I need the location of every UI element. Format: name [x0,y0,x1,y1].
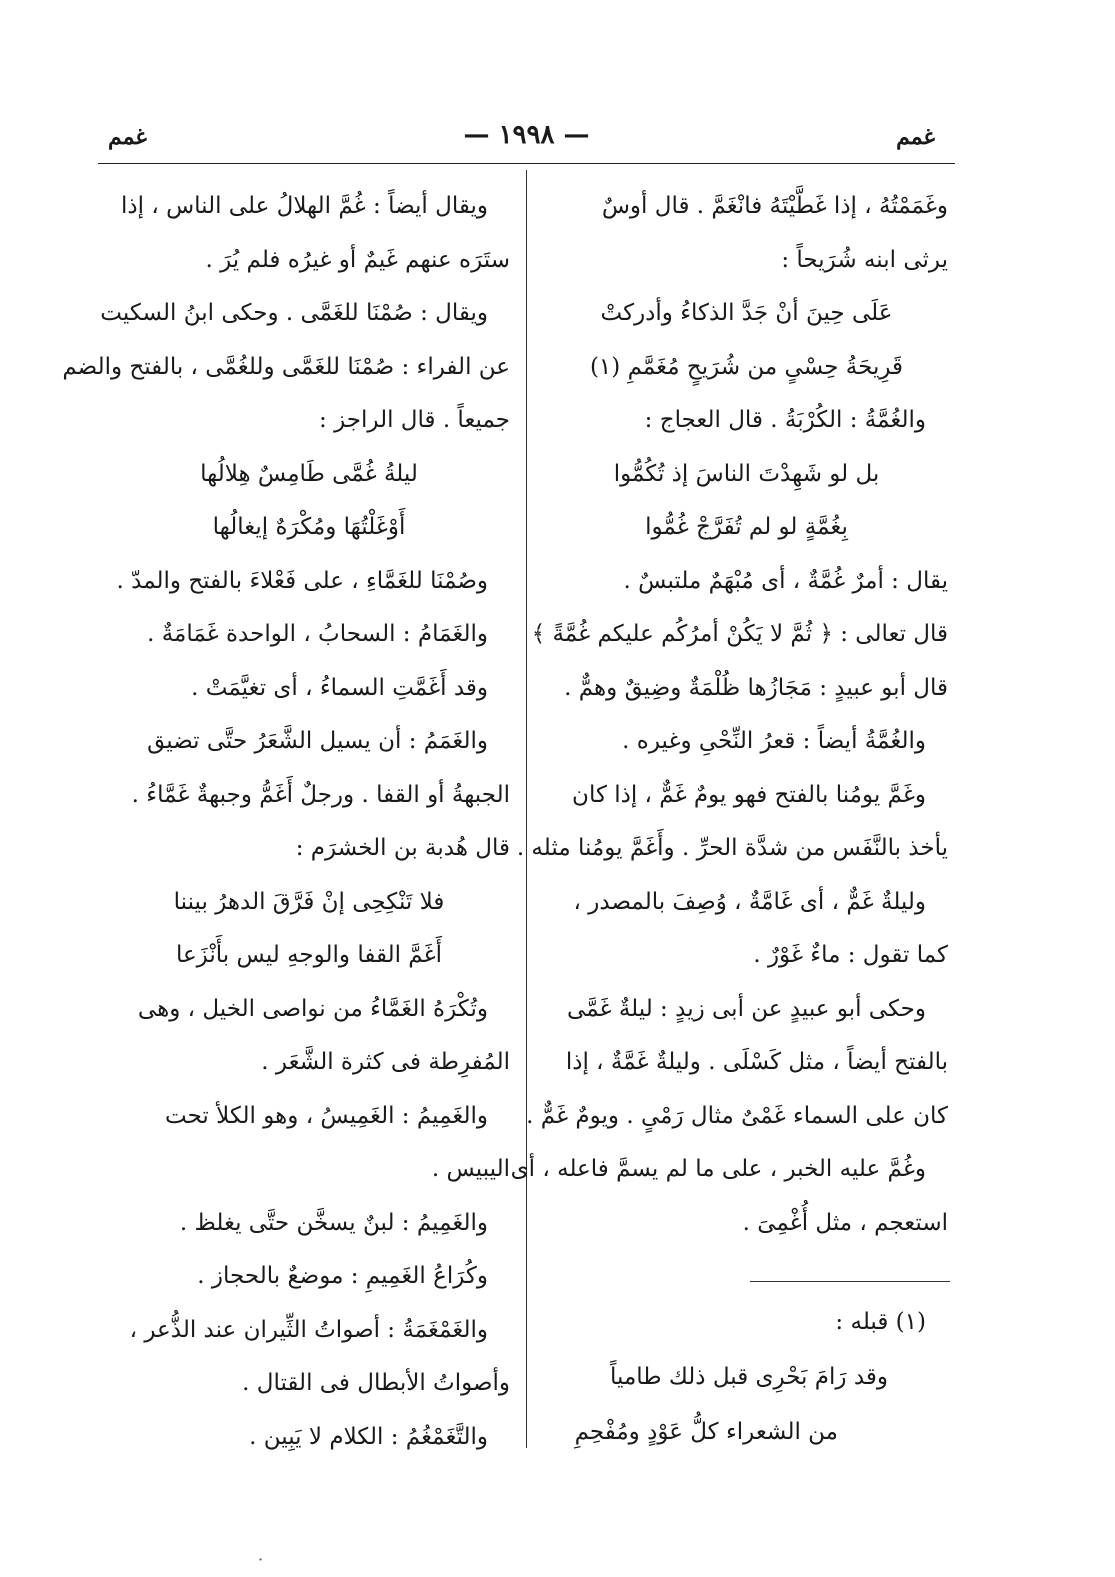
verse-line: أَوْغَلْتُهَا ومُكْرَهٌ إيغالُها [212,514,406,540]
text-line: ستَرَه عنهم غَيمٌ أو غيرُه فلم يُرَ . [205,246,510,273]
verse-line: قَرِيحَةُ حِسْىٍ من شُرَيحٍ مُغَمَّمِ (١) [589,353,904,380]
text-line: وتُكْرَهُ الغَمَّاءُ من نواصى الخيل ، وهى [137,995,488,1022]
text-line: الجبهةُ أو القفا . ورجلٌ أَغَمُّ وجبهةٌ غَمَّاءُ . [131,781,510,808]
text-line: ويقال : صُمْنَا للغَمَّى . وحكى ابنُ السكيت [100,300,488,326]
text-line: استعجم ، مثل أُغْمِىَ . [742,1209,948,1236]
verse-line: بل لو شَهِدْتَ الناسَ إذ تُكُمُّوا [613,460,880,487]
header-rule [98,163,955,164]
text-line: والغُمَّةُ أيضاً : قعرُ النِّحْىِ وغيره . [622,728,926,754]
text-line: المُفرِطة فى كثرة الشَّعَر . [261,1049,510,1075]
print-speck: · [258,1550,264,1569]
footnote-verse: وقد رَامَ بَحْرِى قبل ذلك طامياً [610,1364,888,1390]
text-line: والتَّغَمْغُمُ : الكلام لا يَبِين . [249,1423,488,1450]
verse-line: ليلةُ غُمَّى طَامِسٌ هِلالُها [200,460,418,487]
text-line: وصُمْنَا للغَمَّاءِ ، على فَعْلاءَ بالفتح والمدّ . [116,567,488,594]
page-number: — ١٩٩٨ — [463,120,590,150]
column-divider [526,170,527,1448]
verse-line: بِغُمَّةٍ لو لم تُفَرَّجْ غُمُّوا [645,514,848,540]
footnote-rule [750,1281,950,1282]
text-line: والغَمِيمُ : لبنٌ يسخَّن حتَّى يغلظ . [179,1209,488,1236]
text-line: والغَمِيمُ : الغَمِيسُ ، وهو الكلأ تحت [164,1102,488,1129]
verse-line: أَغَمَّ القفا والوجهِ ليس بأَنْزَعا [175,942,443,968]
page-header [98,118,955,158]
headword-left: غمم [108,124,147,150]
verse-line: فلا تَنْكِحِى إنْ فَرَّقَ الدهرُ بيننا [173,888,445,915]
text-line: كان على السماء غَمْىٌ مثال رَمْىٍ . ويومٌ غَمٌّ . [526,1102,948,1129]
right-column [510,184,948,1254]
left-column [62,184,510,1468]
text-line: وقد أَغَمَّتِ السماءُ ، أى تغيَّمَتْ . [191,674,488,701]
footnote-label: (١) قبله : [835,1309,926,1335]
text-line: عن الفراء : صُمْنَا للغَمَّى وللغُمَّى ، بالفتح والضم [62,353,510,380]
text-line: يقال : أمرٌ غُمَّةٌ ، أى مُبْهَمٌ ملتبسٌ . [623,567,948,594]
text-line: قال تعالى : ﴿ ثُمَّ لا يَكُنْ أمرُكُم عليكم غُمَّةً ﴾ [531,621,948,647]
footnote [545,1300,948,1465]
text-line: يأخذ بالنَّفَس من شدَّة الحرِّ . وأَغَمَّ يومُنا مثله . [516,835,948,861]
text-line: والغَمْغَمَةُ : أصواتُ الثِّيران عند الذُّعر ، [129,1316,488,1343]
text-line: والغُمَّةُ : الكُرْبَةُ . قال العجاج : [644,407,926,433]
text-line: والغَمَامُ : السحابُ ، الواحدة غَمَامَةٌ . [147,621,488,647]
text-line: وغُمَّ عليه الخبر ، على ما لم يسمَّ فاعله ، أى [510,1156,926,1182]
text-line: وغَمَّ يومُنا بالفتح فهو يومٌ غَمٌّ ، إذا كان [572,781,926,808]
headword-right: غمم [896,124,935,150]
text-line: قال هُدبة بن الخشرَم : [295,835,510,861]
text-line: وغَمَمْتُهُ ، إذا غَطَّيْتَهُ فانْغَمَّ . قال أوسٌ [601,193,948,219]
text-line: كما تقول : ماءٌ غَوْرٌ . [753,942,948,968]
footnote-verse: من الشعراء كلُّ عَوْدٍ ومُفْحِمِ [574,1419,838,1445]
text-line: يرثى ابنه شُرَيحاً : [781,246,948,273]
text-line: جميعاً . قال الراجز : [319,407,510,433]
text-line: وحكى أبو عبيدٍ عن أبى زيدٍ : ليلةٌ غَمَّى [567,995,926,1022]
text-line: ويقال أيضاً : غُمَّ الهلالُ على الناس ، إذا [121,193,488,219]
text-line: بالفتح أيضاً ، مثل كَسْلَى . وليلةٌ غَمَّةٌ ، إذا [565,1049,948,1075]
text-line: والغَمَمُ : أن يسيل الشَّعَرُ حتَّى تضيق [147,728,488,754]
text-line: وكُرَاعُ الغَمِيمِ : موضعٌ بالحجاز . [197,1263,488,1289]
text-line: اليبيس . [431,1156,510,1182]
text-line: وليلةٌ غَمٌّ ، أى غَامَّةٌ ، وُصِفَ بالمصدر ، [573,888,926,915]
verse-line: عَلَى حِينَ أنْ جَدَّ الذكاءُ وأدركتْ [600,300,893,326]
text-line: وأصواتُ الأبطال فى القتال . [242,1370,510,1396]
text-line: قال أبو عبيدٍ : مَجَازُها ظُلْمَةٌ وضِيقٌ وهمٌّ . [564,674,948,701]
